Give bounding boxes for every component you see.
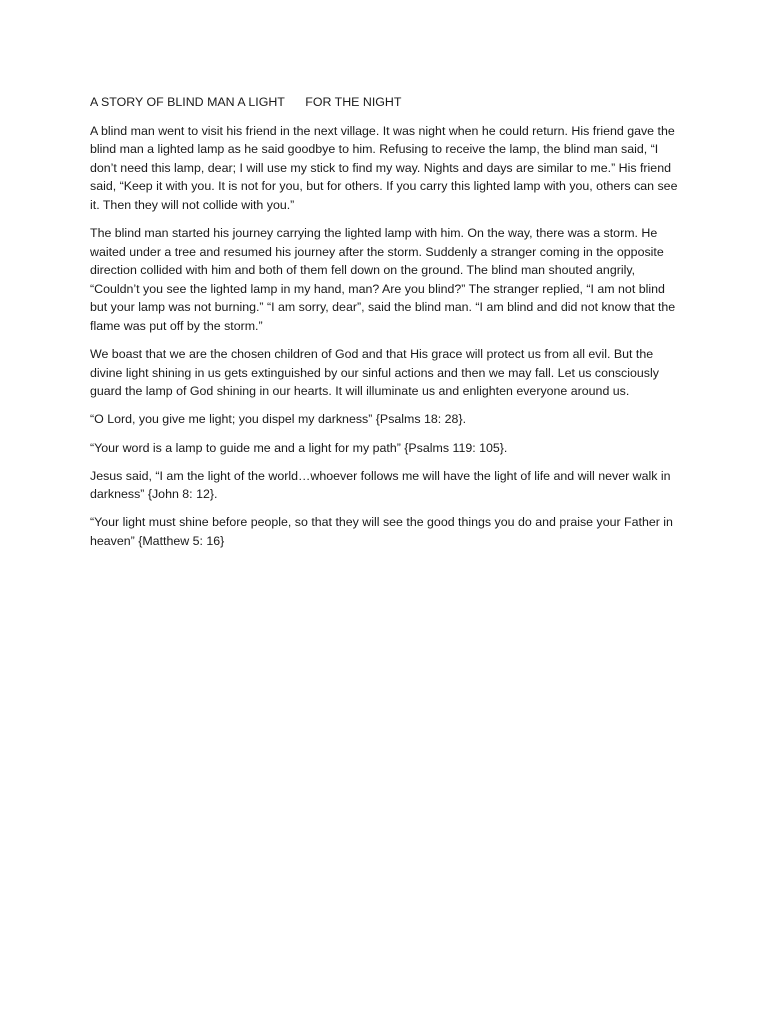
paragraph-quote-matthew-5: “Your light must shine before people, so that they will see the good things you do and praise your Father in heaven” {Matthew 5: 16} xyxy=(90,515,673,548)
document-title: A STORY OF BLIND MAN A LIGHT FOR THE NIGHT xyxy=(90,95,402,109)
paragraph-story-journey: The blind man started his journey carrying the lighted lamp with him. On the way, there was a storm. He waited under a tree and resumed his journey after the storm. Suddenly a stranger coming in the opposite direction collided with him and both of them fell down on the ground. The blind man shouted angrily, “Couldn’t you see the lighted lamp in my hand, man? Are you blind?” The stranger replied, “I am not blind but your lamp was not burning.” “I am sorry, dear”, said the blind man. “I am blind and did not know that the flame was put off by the storm.” xyxy=(90,226,676,334)
paragraph-story-intro: A blind man went to visit his friend in the next village. It was night when he could return. His friend gave the blind man a lighted lamp as he said goodbye to him. Refusing to receive the lamp, the blind man said, “I don’t need this lamp, dear; I will use my stick to find my way. Nights and days are similar to me.” His friend said, “Keep it with you. It is not for you, but for others. If you carry this lighted lamp with you, others can see it. Then they will not collide with you.” xyxy=(90,123,678,212)
paragraph-moral: We boast that we are the chosen children of God and that His grace will protect us from all evil. But the divine light shining in us gets extinguished by our sinful actions and then we may fall. Let us consciously guard the lamp of God shining in our hearts. It will illuminate us and enlighten everyone around us. xyxy=(90,347,659,399)
paragraph-quote-john-8: Jesus said, “I am the light of the world…whoever follows me will have the light of life and will never walk in darkness” {John 8: 12}. xyxy=(90,468,671,502)
paragraph-quote-psalms-18: “O Lord, you give me light; you dispel my darkness” {Psalms 18: 28}. xyxy=(90,412,467,427)
document-page xyxy=(90,93,682,560)
paragraph-quote-psalms-119: “Your word is a lamp to guide me and a light for my path” {Psalms 119: 105}. xyxy=(90,440,508,455)
